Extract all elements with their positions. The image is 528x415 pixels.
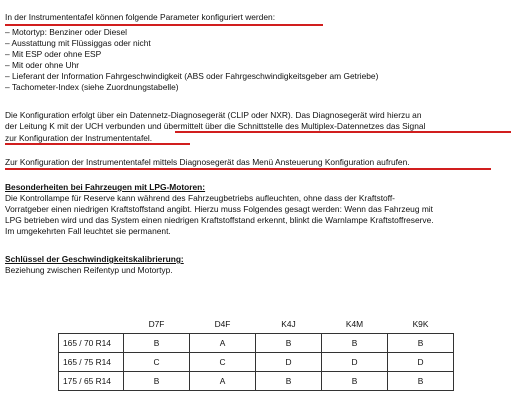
key-heading: Schlüssel der Geschwindigkeitskalibrierung: <box>5 254 184 264</box>
bullet-marker: – <box>5 71 10 81</box>
lpg-paragraph-line: Vorratgeber einen niedrigen Kraftstoffstand angibt. Hierzu muss Folgendes gesagt werden: Wenn das Fahrzeug mit <box>5 204 433 214</box>
tire-size-cell: 165 / 70 R14 <box>59 334 124 353</box>
table-cell: C <box>190 353 256 372</box>
list-item <box>5 71 378 81</box>
list-item-text: Lieferant der Information Fahrgeschwindigkeit (ABS oder Fahrgeschwindigkeitsgeber am Getriebe) <box>12 71 379 81</box>
table-cell: B <box>388 334 454 353</box>
intro-text: In der Instrumententafel können folgende Parameter konfiguriert werden: <box>5 12 276 22</box>
list-item-text: Ausstattung mit Flüssiggas oder nicht <box>11 38 151 48</box>
red-highlight-line <box>5 143 190 145</box>
table-cell: A <box>190 334 256 353</box>
list-item <box>5 38 151 48</box>
table-cell: D <box>256 353 322 372</box>
red-highlight-line <box>5 24 323 26</box>
bullet-marker: – <box>5 49 10 59</box>
table-column-header: D4F <box>190 315 256 334</box>
table-cell: B <box>322 334 388 353</box>
calibration-table <box>58 315 454 391</box>
table-row <box>59 334 454 353</box>
bullet-marker: – <box>5 38 10 48</box>
table-cell: B <box>388 372 454 391</box>
table-cell: B <box>322 372 388 391</box>
table-cell: D <box>322 353 388 372</box>
tire-size-cell: 175 / 65 R14 <box>59 372 124 391</box>
config-paragraph-line: zur Konfiguration der Instrumententafel. <box>5 133 153 143</box>
table-column-header: D7F <box>124 315 190 334</box>
menu-instruction: Zur Konfiguration der Instrumententafel mittels Diagnosegerät das Menü Ansteuerung Konfiguration aufrufen. <box>5 157 410 167</box>
list-item-text: Tachometer-Index (siehe Zuordnungstabelle) <box>11 82 179 92</box>
red-highlight-line <box>5 168 491 170</box>
list-item <box>5 27 127 37</box>
lpg-paragraph-line: LPG betrieben wird und das System einen niedrigen Kraftstoffstand erkennt, blinkt die Warnlampe Kraftstoffreserve. <box>5 215 434 225</box>
list-item-text: Mit oder ohne Uhr <box>12 60 80 70</box>
red-highlight-line <box>175 131 511 133</box>
table-corner-cell <box>59 315 124 334</box>
lpg-paragraph-line: Die Kontrollampe für Reserve kann während des Fahrzeugbetriebs aufleuchten, ohne dass der Kraftstoff- <box>5 193 395 203</box>
list-item-text: Motortyp: Benziner oder Diesel <box>12 27 127 37</box>
table-cell: D <box>388 353 454 372</box>
bullet-marker: – <box>5 60 10 70</box>
list-item <box>5 49 101 59</box>
table-cell: B <box>256 372 322 391</box>
table-column-header: K4M <box>322 315 388 334</box>
config-paragraph-line: der Leitung K mit der UCH verbunden und übermittelt über die Schnittstelle des Multiplex-Datennetzes das Signal <box>5 121 426 131</box>
table-column-header: K4J <box>256 315 322 334</box>
table-column-header: K9K <box>388 315 454 334</box>
table-row <box>59 353 454 372</box>
table-cell: B <box>124 372 190 391</box>
key-subtitle: Beziehung zwischen Reifentyp und Motortyp. <box>5 265 173 275</box>
table-row <box>59 372 454 391</box>
list-item <box>5 82 179 92</box>
table-cell: A <box>190 372 256 391</box>
list-item-text: Mit ESP oder ohne ESP <box>12 49 102 59</box>
tire-size-cell: 165 / 75 R14 <box>59 353 124 372</box>
bullet-marker: – <box>5 27 10 37</box>
config-paragraph-line: Die Konfiguration erfolgt über ein Datennetz-Diagnosegerät (CLIP oder NXR). Das Diagnosegerät wird hierzu an <box>5 110 422 120</box>
table-cell: B <box>124 334 190 353</box>
bullet-marker: – <box>5 82 10 92</box>
lpg-paragraph-line: Im umgekehrten Fall leuchtet sie permanent. <box>5 226 171 236</box>
table-cell: B <box>256 334 322 353</box>
list-item <box>5 60 79 70</box>
table-cell: C <box>124 353 190 372</box>
lpg-heading: Besonderheiten bei Fahrzeugen mit LPG-Motoren: <box>5 182 206 192</box>
table-header-row <box>59 315 454 334</box>
